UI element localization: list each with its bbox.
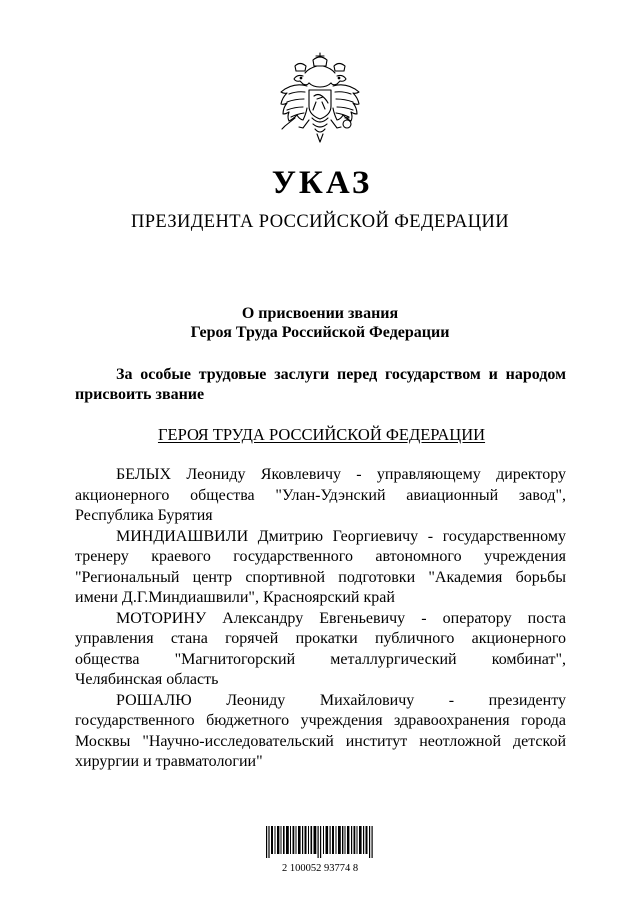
- award-title-text: ГЕРОЯ ТРУДА РОССИЙСКОЙ ФЕДЕРАЦИИ: [157, 425, 486, 444]
- awardee-line: управления стана горячей прокатки публичного акционерного: [75, 630, 566, 647]
- awardee-line: МОТОРИНУ Александру Евгеньевичу - оператору поста: [116, 609, 566, 627]
- preamble-line: За особые трудовые заслуги перед государством и народом: [116, 366, 566, 383]
- barcode-number: 2 100052 93774 8: [281, 863, 359, 874]
- awardee-paragraph: [75, 527, 566, 609]
- awardee-line: общества "Магнитогорский металлургический комбинат",: [75, 650, 566, 668]
- awardee-line: РОШАЛЮ Леониду Михайловичу - президенту: [116, 691, 566, 709]
- awardee-line: Челябинская область: [75, 671, 219, 688]
- document-title: УКАЗ: [271, 165, 373, 201]
- awardee-paragraph: [75, 465, 566, 527]
- awardee-line: БЕЛЫХ Леониду Яковлевичу - управляющему директору: [116, 466, 566, 483]
- barcode-bars: [266, 826, 374, 858]
- awardee-line: Москвы "Научно-исследовательский институт неотложной детской: [75, 732, 566, 750]
- heading-line: О присвоении звания: [241, 305, 399, 322]
- barcode: [258, 826, 382, 882]
- heading-line: Героя Труда Российской Федерации: [190, 324, 450, 341]
- awardee-line: Республика Бурятия: [75, 507, 213, 524]
- awardee-line: государственного бюджетного учреждения здравоохранения города: [75, 712, 566, 729]
- awardee-line: хирургии и травматологии": [75, 753, 263, 770]
- decree-heading: [0, 304, 640, 342]
- awardees-list: [75, 465, 566, 773]
- awardee-paragraph: [75, 691, 566, 773]
- awardee-line: "Региональный центр спортивной подготовки "Академия борьбы: [75, 568, 566, 586]
- preamble-line: присвоить звание: [75, 386, 205, 403]
- award-title: [0, 424, 640, 446]
- awardee-line: тренеру краевого государственного автономного учреждения: [75, 548, 566, 565]
- document-subtitle: ПРЕЗИДЕНТА РОССИЙСКОЙ ФЕДЕРАЦИИ: [130, 212, 510, 232]
- decree-preamble: [75, 365, 566, 405]
- coat-of-arms-emblem: [273, 52, 367, 148]
- awardee-line: акционерного общества "Улан-Удэнский авиационный завод",: [75, 486, 566, 504]
- awardee-line: МИНДИАШВИЛИ Дмитрию Георгиевичу - государственному: [116, 527, 566, 545]
- awardee-line: имени Д.Г.Миндиашвили", Красноярский край: [75, 589, 395, 606]
- awardee-paragraph: [75, 609, 566, 691]
